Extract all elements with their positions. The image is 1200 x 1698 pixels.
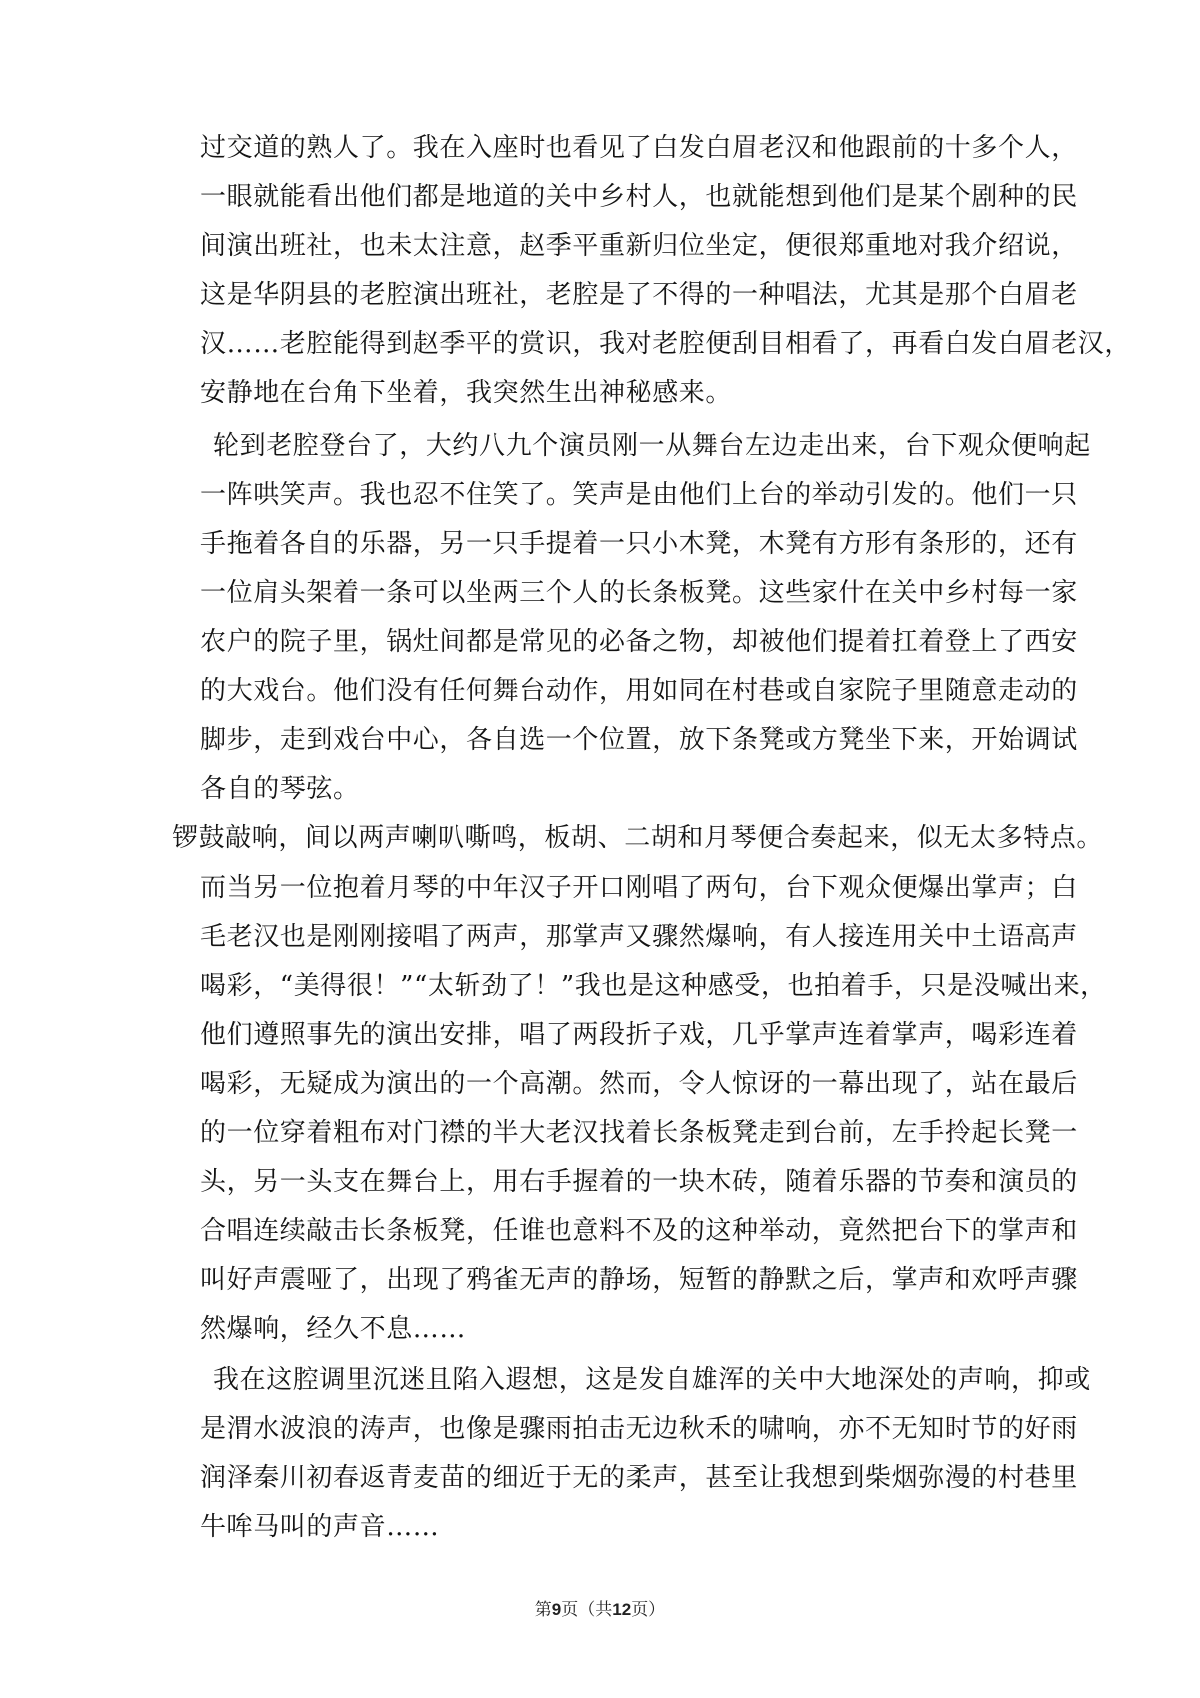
text-line: 安静地在台角下坐着，我突然生出神秘感来。 xyxy=(200,378,733,408)
text-line: 各自的琴弦。 xyxy=(200,774,360,804)
text-line: 然爆响，经久不息…… xyxy=(200,1314,467,1344)
footer-suffix: 页） xyxy=(631,1600,666,1620)
text-line: 手拖着各自的乐器，另一只手提着一只小木凳，木凳有方形有条形的，还有 xyxy=(200,529,1078,559)
footer-middle: 页（共 xyxy=(561,1600,613,1620)
page-number: 9 xyxy=(551,1600,562,1619)
text-line: 润泽秦川初春返青麦苗的细近于无的柔声，甚至让我想到柴烟弥漫的村巷里 xyxy=(200,1463,1078,1493)
text-line: 是渭水波浪的涛声，也像是骤雨拍击无边秋禾的啸响，亦不无知时节的好雨 xyxy=(200,1414,1078,1444)
text-line: 的一位穿着粗布对门襟的半大老汉找着长条板凳走到台前，左手拎起长凳一 xyxy=(200,1118,1078,1148)
text-line: 轮到老腔登台了，大约八九个演员刚一从舞台左边走出来，台下观众便响起 xyxy=(213,431,1091,461)
text-line: 喝彩，“美得很！”“太斩劲了！”我也是这种感受，也拍着手，只是没喊出来， xyxy=(200,971,1107,1001)
text-line: 锣鼓敲响，间以两声喇叭嘶鸣，板胡、二胡和月琴便合奏起来，似无太多特点。 xyxy=(172,823,1104,853)
text-line: 一眼就能看出他们都是地道的关中乡村人，也就能想到他们是某个剧种的民 xyxy=(200,182,1078,212)
text-line: 这是华阴县的老腔演出班社，老腔是了不得的一种唱法，尤其是那个白眉老 xyxy=(200,280,1078,310)
footer-prefix: 第 xyxy=(534,1600,552,1620)
text-line: 而当另一位抱着月琴的中年汉子开口刚唱了两句，台下观众便爆出掌声；白 xyxy=(200,873,1078,903)
text-line: 喝彩，无疑成为演出的一个高潮。然而，令人惊讶的一幕出现了，站在最后 xyxy=(200,1069,1078,1099)
text-line: 毛老汉也是刚刚接唱了两声，那掌声又骤然爆响，有人接连用关中土语高声 xyxy=(200,922,1078,952)
text-line: 叫好声震哑了，出现了鸦雀无声的静场，短暂的静默之后，掌声和欢呼声骤 xyxy=(200,1265,1078,1295)
text-line: 的大戏台。他们没有任何舞台动作，用如同在村巷或自家院子里随意走动的 xyxy=(200,676,1078,706)
text-line: 一位肩头架着一条可以坐两三个人的长条板凳。这些家什在关中乡村每一家 xyxy=(200,578,1078,608)
text-line: 过交道的熟人了。我在入座时也看见了白发白眉老汉和他跟前的十多个人， xyxy=(200,133,1078,163)
page-footer xyxy=(0,1599,1200,1621)
text-line: 牛哞马叫的声音…… xyxy=(200,1512,440,1542)
text-line: 间演出班社，也未太注意，赵季平重新归位坐定，便很郑重地对我介绍说， xyxy=(200,231,1078,261)
text-line: 我在这腔调里沉迷且陷入遐想，这是发自雄浑的关中大地深处的声响，抑或 xyxy=(213,1365,1091,1395)
text-line: 头，另一头支在舞台上，用右手握着的一块木砖，随着乐器的节奏和演员的 xyxy=(200,1167,1078,1197)
text-line: 他们遵照事先的演出安排，唱了两段折子戏，几乎掌声连着掌声，喝彩连着 xyxy=(200,1020,1078,1050)
text-line: 汉……老腔能得到赵季平的赏识，我对老腔便刮目相看了，再看白发白眉老汉， xyxy=(200,329,1132,359)
text-line: 一阵哄笑声。我也忍不住笑了。笑声是由他们上台的举动引发的。他们一只 xyxy=(200,480,1078,510)
text-line: 农户的院子里，锅灶间都是常见的必备之物，却被他们提着扛着登上了西安 xyxy=(200,627,1078,657)
text-line: 脚步，走到戏台中心，各自选一个位置，放下条凳或方凳坐下来，开始调试 xyxy=(200,725,1078,755)
total-pages: 12 xyxy=(612,1600,632,1619)
text-line: 合唱连续敲击长条板凳，任谁也意料不及的这种举动，竟然把台下的掌声和 xyxy=(200,1216,1078,1246)
